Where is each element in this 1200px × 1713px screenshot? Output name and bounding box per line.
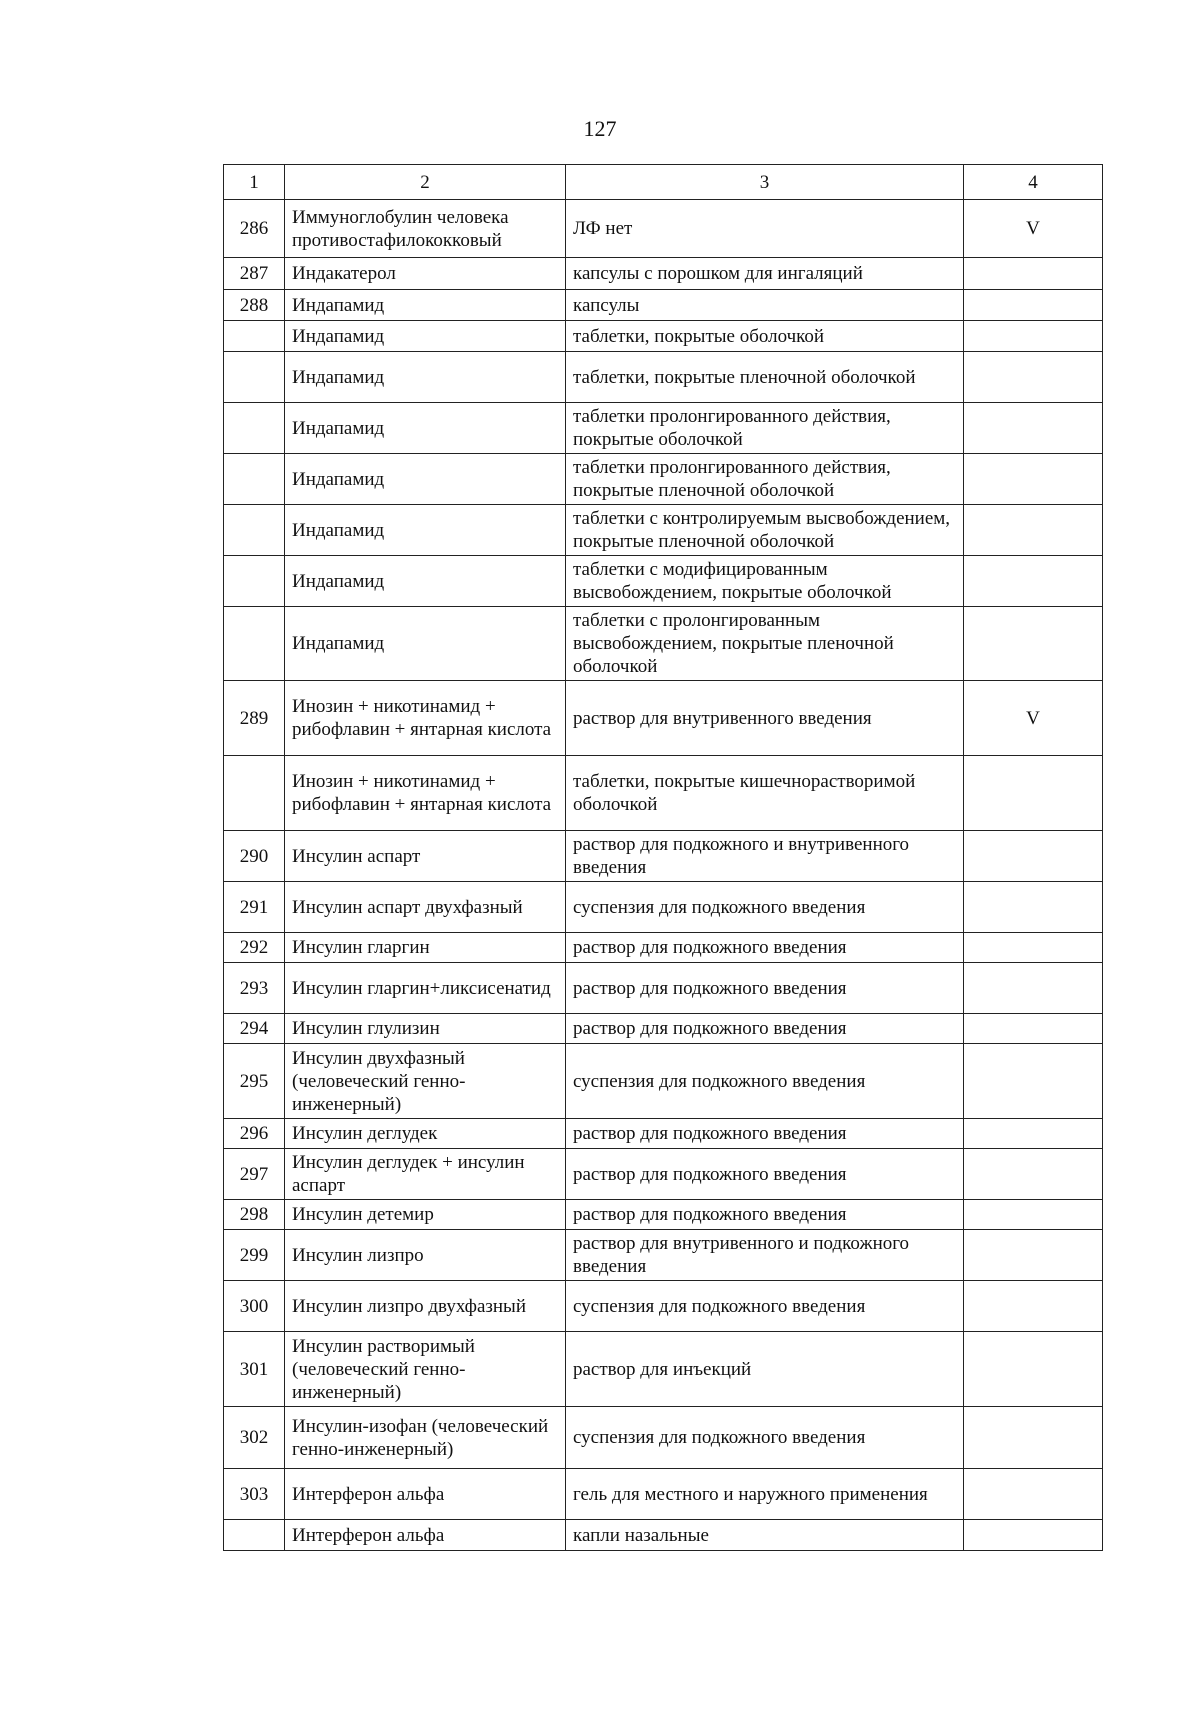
table-row	[224, 756, 1103, 831]
row-number: 303	[224, 1469, 285, 1520]
mark-cell	[964, 933, 1103, 963]
mark-cell	[964, 1332, 1103, 1407]
row-number: 298	[224, 1200, 285, 1230]
drug-name: Инсулин деглудек	[285, 1119, 566, 1149]
table-row	[224, 352, 1103, 403]
table-row	[224, 403, 1103, 454]
dosage-form: таблетки с модифицированным высвобождением, покрытые оболочкой	[566, 556, 964, 607]
column-header-2: 2	[285, 165, 566, 200]
row-number	[224, 403, 285, 454]
dosage-form: раствор для подкожного введения	[566, 1014, 964, 1044]
drug-name: Индакатерол	[285, 258, 566, 290]
row-number	[224, 352, 285, 403]
table-row	[224, 963, 1103, 1014]
table-row	[224, 933, 1103, 963]
dosage-form: таблетки с пролонгированным высвобождением, покрытые пленочной оболочкой	[566, 607, 964, 681]
drug-name: Интерферон альфа	[285, 1469, 566, 1520]
column-header-3: 3	[566, 165, 964, 200]
drug-name: Индапамид	[285, 352, 566, 403]
row-number	[224, 607, 285, 681]
dosage-form: капсулы	[566, 290, 964, 321]
dosage-form: таблетки с контролируемым высвобождением, покрытые пленочной оболочкой	[566, 505, 964, 556]
table-row	[224, 1014, 1103, 1044]
dosage-form: таблетки, покрытые пленочной оболочкой	[566, 352, 964, 403]
dosage-form: раствор для подкожного введения	[566, 963, 964, 1014]
drug-name: Индапамид	[285, 290, 566, 321]
drug-name: Инсулин лизпро	[285, 1230, 566, 1281]
drug-table	[223, 164, 1103, 1551]
drug-name: Инсулин лизпро двухфазный	[285, 1281, 566, 1332]
drug-name: Инсулин детемир	[285, 1200, 566, 1230]
row-number: 301	[224, 1332, 285, 1407]
row-number: 300	[224, 1281, 285, 1332]
table-row	[224, 1230, 1103, 1281]
drug-name: Инсулин двухфазный (человеческий генно-инженерный)	[285, 1044, 566, 1119]
mark-cell	[964, 963, 1103, 1014]
mark-cell	[964, 1407, 1103, 1469]
page-number: 127	[583, 116, 617, 141]
dosage-form: таблетки, покрытые кишечнорастворимой оболочкой	[566, 756, 964, 831]
row-number	[224, 505, 285, 556]
table-row	[224, 258, 1103, 290]
dosage-form: таблетки, покрытые оболочкой	[566, 321, 964, 352]
row-number: 295	[224, 1044, 285, 1119]
drug-name: Инсулин деглудек + инсулин аспарт	[285, 1149, 566, 1200]
row-number: 287	[224, 258, 285, 290]
row-number: 286	[224, 200, 285, 258]
drug-name: Инсулин растворимый (человеческий генно-инженерный)	[285, 1332, 566, 1407]
row-number: 294	[224, 1014, 285, 1044]
drug-name: Инсулин гларгин	[285, 933, 566, 963]
mark-cell	[964, 1281, 1103, 1332]
table-row	[224, 1469, 1103, 1520]
table-row	[224, 1332, 1103, 1407]
mark-cell: V	[964, 681, 1103, 756]
mark-cell	[964, 258, 1103, 290]
mark-cell	[964, 607, 1103, 681]
mark-cell	[964, 1149, 1103, 1200]
dosage-form: раствор для подкожного введения	[566, 1119, 964, 1149]
dosage-form: суспензия для подкожного введения	[566, 1407, 964, 1469]
table-row	[224, 1044, 1103, 1119]
mark-cell	[964, 1230, 1103, 1281]
dosage-form: таблетки пролонгированного действия, покрытые пленочной оболочкой	[566, 454, 964, 505]
table-row	[224, 1281, 1103, 1332]
mark-cell	[964, 454, 1103, 505]
row-number: 288	[224, 290, 285, 321]
row-number: 297	[224, 1149, 285, 1200]
drug-name: Индапамид	[285, 607, 566, 681]
table-row	[224, 681, 1103, 756]
row-number: 293	[224, 963, 285, 1014]
row-number	[224, 556, 285, 607]
drug-name: Инсулин гларгин+ликсисенатид	[285, 963, 566, 1014]
table-row	[224, 607, 1103, 681]
table-row	[224, 200, 1103, 258]
mark-cell	[964, 321, 1103, 352]
row-number	[224, 1520, 285, 1551]
drug-name: Иммуноглобулин человека противостафилококковый	[285, 200, 566, 258]
table-row	[224, 321, 1103, 352]
column-header-4: 4	[964, 165, 1103, 200]
table-row	[224, 1200, 1103, 1230]
mark-cell	[964, 1044, 1103, 1119]
dosage-form: таблетки пролонгированного действия, покрытые оболочкой	[566, 403, 964, 454]
mark-cell	[964, 556, 1103, 607]
dosage-form: раствор для внутривенного введения	[566, 681, 964, 756]
drug-name: Инсулин глулизин	[285, 1014, 566, 1044]
drug-name: Индапамид	[285, 454, 566, 505]
dosage-form: суспензия для подкожного введения	[566, 882, 964, 933]
drug-name: Инсулин аспарт двухфазный	[285, 882, 566, 933]
table-row	[224, 831, 1103, 882]
drug-name: Индапамид	[285, 403, 566, 454]
drug-name: Инозин + никотинамид + рибофлавин + янтарная кислота	[285, 681, 566, 756]
table-row	[224, 1520, 1103, 1551]
row-number: 299	[224, 1230, 285, 1281]
table-header-row	[224, 165, 1103, 200]
dosage-form: ЛФ нет	[566, 200, 964, 258]
mark-cell	[964, 756, 1103, 831]
row-number: 291	[224, 882, 285, 933]
drug-name: Интерферон альфа	[285, 1520, 566, 1551]
dosage-form: гель для местного и наружного применения	[566, 1469, 964, 1520]
row-number: 289	[224, 681, 285, 756]
table-row	[224, 454, 1103, 505]
mark-cell	[964, 882, 1103, 933]
table-row	[224, 290, 1103, 321]
table-body	[224, 200, 1103, 1551]
dosage-form: раствор для подкожного и внутривенного введения	[566, 831, 964, 882]
row-number	[224, 756, 285, 831]
mark-cell	[964, 1469, 1103, 1520]
mark-cell	[964, 831, 1103, 882]
dosage-form: капсулы с порошком для ингаляций	[566, 258, 964, 290]
mark-cell	[964, 1520, 1103, 1551]
dosage-form: раствор для инъекций	[566, 1332, 964, 1407]
drug-name: Инсулин-изофан (человеческий генно-инженерный)	[285, 1407, 566, 1469]
mark-cell	[964, 290, 1103, 321]
column-header-1: 1	[224, 165, 285, 200]
dosage-form: раствор для подкожного введения	[566, 1200, 964, 1230]
dosage-form: суспензия для подкожного введения	[566, 1281, 964, 1332]
drug-name: Индапамид	[285, 321, 566, 352]
dosage-form: суспензия для подкожного введения	[566, 1044, 964, 1119]
drug-name: Инозин + никотинамид + рибофлавин + янтарная кислота	[285, 756, 566, 831]
table-row	[224, 505, 1103, 556]
drug-name: Инсулин аспарт	[285, 831, 566, 882]
mark-cell	[964, 505, 1103, 556]
table-row	[224, 1119, 1103, 1149]
table-row	[224, 556, 1103, 607]
row-number	[224, 321, 285, 352]
row-number: 296	[224, 1119, 285, 1149]
drug-name: Индапамид	[285, 505, 566, 556]
dosage-form: раствор для внутривенного и подкожного введения	[566, 1230, 964, 1281]
mark-cell	[964, 1119, 1103, 1149]
mark-cell	[964, 403, 1103, 454]
dosage-form: капли назальные	[566, 1520, 964, 1551]
row-number: 302	[224, 1407, 285, 1469]
dosage-form: раствор для подкожного введения	[566, 1149, 964, 1200]
row-number: 290	[224, 831, 285, 882]
mark-cell	[964, 1014, 1103, 1044]
row-number: 292	[224, 933, 285, 963]
table-row	[224, 1407, 1103, 1469]
table-row	[224, 882, 1103, 933]
table-row	[224, 1149, 1103, 1200]
row-number	[224, 454, 285, 505]
mark-cell: V	[964, 200, 1103, 258]
mark-cell	[964, 352, 1103, 403]
mark-cell	[964, 1200, 1103, 1230]
dosage-form: раствор для подкожного введения	[566, 933, 964, 963]
drug-name: Индапамид	[285, 556, 566, 607]
